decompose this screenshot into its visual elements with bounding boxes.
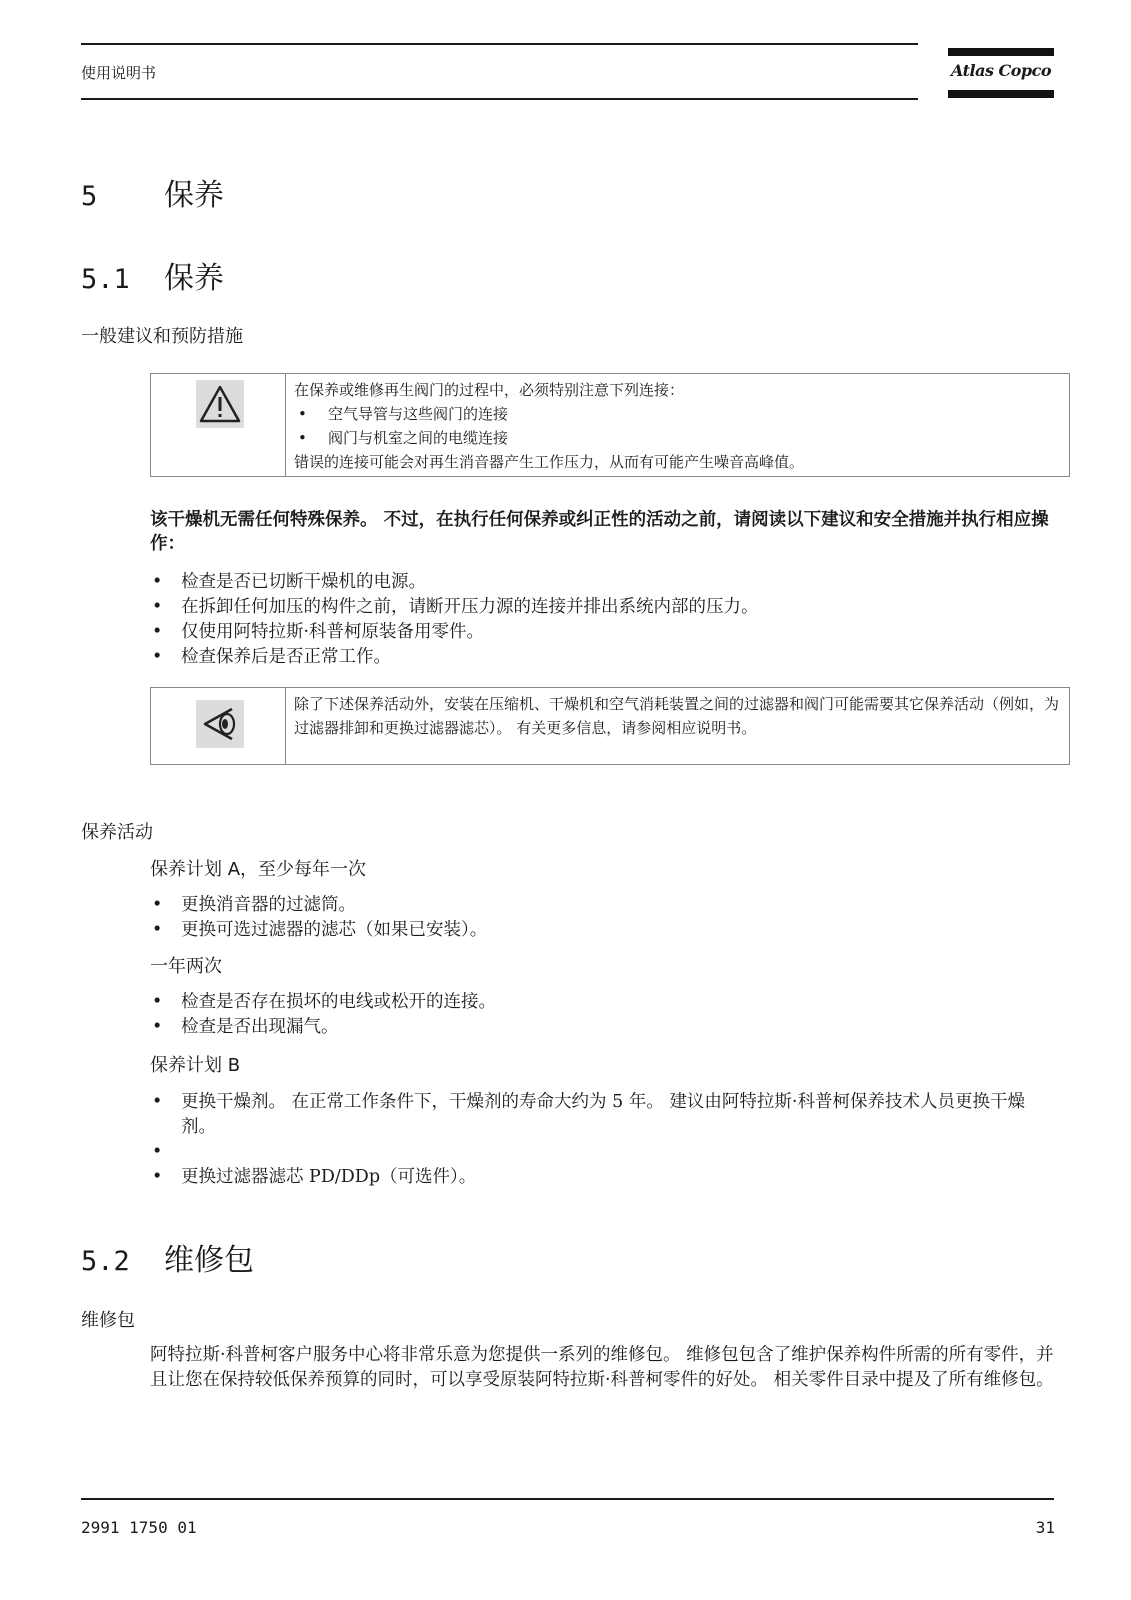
list-item: • 检查是否出现漏气。 (150, 1015, 1055, 1040)
warning-intro: 在保养或维修再生阀门的过程中，必须特别注意下列连接： (294, 381, 685, 399)
section-5-1-heading (81, 253, 224, 297)
plan-a-heading: 保养计划 A，至少每年一次 (150, 859, 367, 880)
list-item: • 检查保养后是否正常工作。 (150, 645, 1055, 670)
section-number: 5.2 (81, 1246, 130, 1277)
plan-a-list (150, 893, 1055, 943)
list-item: • 仅使用阿特拉斯·科普柯原装备用零件。 (150, 620, 1055, 645)
warning-box (150, 373, 1070, 477)
eye-note-icon (196, 700, 244, 748)
section-number: 5.1 (81, 264, 130, 295)
section-5-heading (81, 170, 224, 214)
warning-bullet: • 阀门与机室之间的电缆连接 (294, 426, 1059, 450)
plan-b-heading: 保养计划 B (150, 1055, 241, 1076)
warning-icon-cell (151, 374, 286, 476)
atlas-copco-logo (948, 48, 1054, 100)
list-item: • 更换干燥剂。 在正常工作条件下，干燥剂的寿命大约为 5 年。 建议由阿特拉斯·科普柯保养技术人员更换干燥剂。 (150, 1090, 1055, 1140)
kits-text: 阿特拉斯·科普柯客户服务中心将非常乐意为您提供一系列的维修包。 维修包包含了维护保养构件所需的所有零件，并且让您在保持较低保养预算的同时，可以享受原装阿特拉斯·科普柯零件的好处。 相关零件目录中提及了所有维修包。 (150, 1345, 1054, 1390)
section-5-2-heading (81, 1235, 254, 1279)
general-heading: 一般建议和预防措施 (81, 326, 243, 347)
list-item (150, 1140, 1055, 1165)
section-title: 维修包 (164, 1243, 254, 1278)
plan-b-list (150, 1090, 1055, 1190)
list-item: • 更换过滤器滤芯 PD/DDp（可选件）。 (150, 1165, 1055, 1190)
list-item: • 检查是否存在损坏的电线或松开的连接。 (150, 990, 1055, 1015)
page-number: 31 (1035, 1518, 1055, 1537)
warning-outro: 错误的连接可能会对再生消音器产生工作压力，从而有可能产生噪音高峰值。 (294, 453, 805, 471)
footer-rule (81, 1498, 1054, 1500)
header-top-rule (81, 43, 918, 45)
section-title: 保养 (164, 178, 224, 213)
warning-bullet: • 空气导管与这些阀门的连接 (294, 402, 1059, 426)
kits-heading: 维修包 (81, 1310, 135, 1331)
general-bullet-list (150, 570, 1055, 670)
general-intro: 该干燥机无需任何特殊保养。 不过，在执行任何保养或纠正性的活动之前，请阅读以下建议和安全措施并执行相应操作： (150, 510, 1049, 554)
logo-wordmark: Atlas Copco (950, 61, 1052, 80)
warning-text (294, 378, 1059, 474)
header-title: 使用说明书 (81, 64, 157, 82)
note-icon-cell (151, 688, 286, 764)
section-number: 5 (81, 181, 98, 212)
list-item: • 更换可选过滤器的滤芯（如果已安装）。 (150, 918, 1055, 943)
warning-triangle-icon (196, 380, 244, 428)
note-text: 除了下述保养活动外，安装在压缩机、干燥机和空气消耗装置之间的过滤器和阀门可能需要其它保养活动（例如，为过滤器排卸和更换过滤器滤芯）。 有关更多信息，请参阅相应说明书。 (294, 695, 1060, 737)
list-item: • 检查是否已切断干燥机的电源。 (150, 570, 1055, 595)
note-box (150, 687, 1070, 765)
list-item: • 在拆卸任何加压的构件之前，请断开压力源的连接并排出系统内部的压力。 (150, 595, 1055, 620)
header-bottom-rule (81, 98, 918, 100)
twice-yearly-list (150, 990, 1055, 1040)
activities-heading: 保养活动 (81, 822, 153, 843)
list-item: • 更换消音器的过滤筒。 (150, 893, 1055, 918)
section-title: 保养 (164, 261, 224, 296)
doc-number: 2991 1750 01 (81, 1518, 197, 1537)
twice-yearly-heading: 一年两次 (150, 956, 222, 977)
